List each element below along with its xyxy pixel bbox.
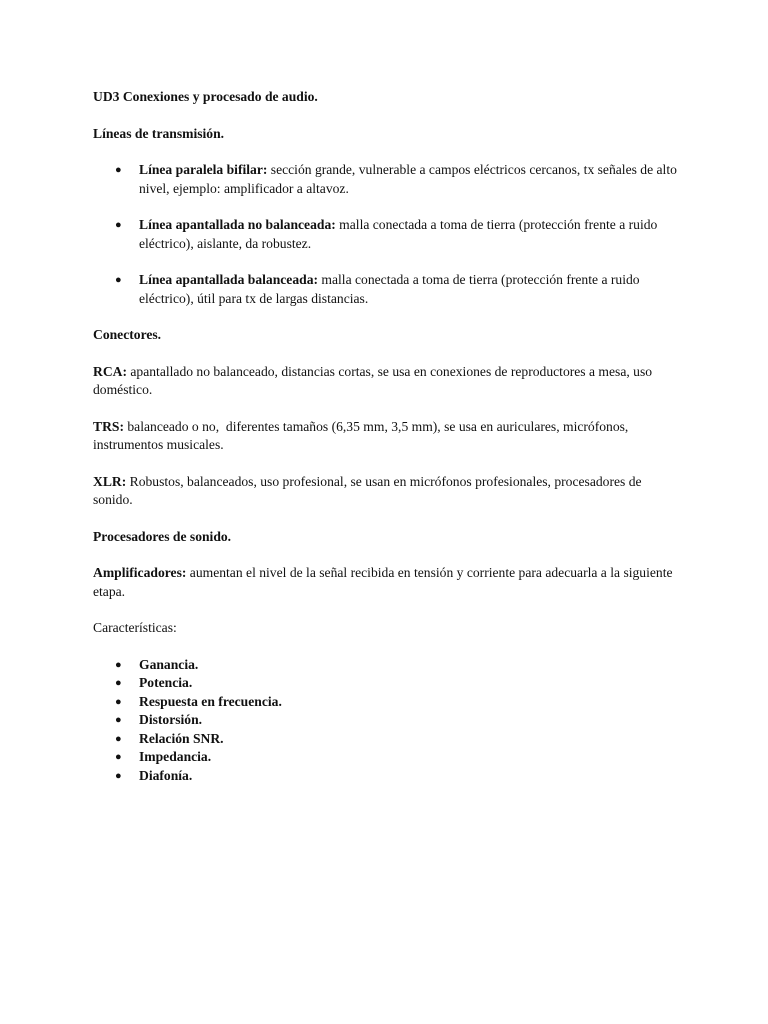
characteristic-label: Potencia. [139, 675, 193, 690]
list-item [93, 271, 683, 308]
bullet-icon: ● [115, 274, 122, 286]
list-item [93, 674, 683, 693]
characteristic-label: Respuesta en frecuencia. [139, 693, 282, 709]
list-item [93, 711, 683, 730]
term-label: Línea apantallada balanceada: [139, 272, 319, 287]
characteristic-label: Ganancia. [139, 656, 199, 672]
term-description: malla conectada a toma de tierra (protección frente a ruido eléctrico), aislante, da robustez. [139, 217, 658, 251]
term-label: Línea paralela bifilar: [139, 162, 268, 177]
list-item [93, 748, 683, 767]
characteristics-label: Características: [93, 620, 177, 635]
bullet-icon: ● [115, 658, 122, 671]
term-description: balanceado o no, diferentes tamaños (6,35 mm, 3,5 mm), se usa en auriculares, micrófonos, instrumentos musicales. [93, 418, 632, 452]
list-item [93, 161, 683, 198]
bullet-icon: ● [115, 714, 122, 726]
bullet-icon: ● [115, 164, 122, 176]
transmission-lines-list [93, 161, 683, 308]
characteristic-label: Diafonía. [139, 767, 193, 783]
list-item [93, 767, 683, 786]
characteristics-list [93, 656, 683, 786]
connector-rca-paragraph [93, 363, 683, 400]
document-page [93, 88, 683, 803]
term-description: Robustos, balanceados, uso profesional, se usan en micrófonos profesionales, procesadores de sonido. [93, 473, 642, 507]
term-description: malla conectada a toma de tierra (protección frente a ruido eléctrico), útil para tx de largas distancias. [139, 272, 640, 306]
bullet-icon: ● [115, 219, 122, 231]
term-label: XLR: [93, 473, 127, 489]
connector-xlr-paragraph [93, 473, 683, 510]
list-item [93, 693, 683, 712]
term-description: apantallado no balanceado, distancias cortas, se usa en conexiones de reproductores a mesa, uso doméstico. [93, 363, 653, 397]
list-item [93, 216, 683, 253]
term-label: Amplificadores: [93, 565, 187, 580]
bullet-icon: ● [115, 769, 122, 782]
list-item [93, 656, 683, 675]
term-label: TRS: [93, 418, 124, 434]
bullet-icon: ● [115, 751, 122, 763]
section-heading-transmission: Líneas de transmisión. [93, 125, 225, 141]
bullet-icon: ● [115, 677, 122, 689]
bullet-icon: ● [115, 695, 122, 708]
section-heading-processors: Procesadores de sonido. [93, 528, 232, 544]
term-description: aumentan el nivel de la señal recibida en tensión y corriente para adecuarla a la siguiente etapa. [93, 565, 673, 599]
list-item [93, 730, 683, 749]
term-description: sección grande, vulnerable a campos eléctricos cercanos, tx señales de alto nivel, ejemplo: amplificador a altavoz. [139, 162, 677, 196]
connector-trs-paragraph [93, 418, 683, 455]
term-label: RCA: [93, 363, 127, 379]
term-label: Línea apantallada no balanceada: [139, 217, 336, 232]
section-heading-connectors: Conectores. [93, 327, 162, 342]
bullet-icon: ● [115, 732, 122, 745]
document-title: UD3 Conexiones y procesado de audio. [93, 89, 318, 104]
amplifiers-paragraph [93, 564, 683, 601]
characteristic-label: Relación SNR. [139, 730, 224, 746]
characteristic-label: Distorsión. [139, 712, 203, 727]
characteristic-label: Impedancia. [139, 749, 212, 764]
